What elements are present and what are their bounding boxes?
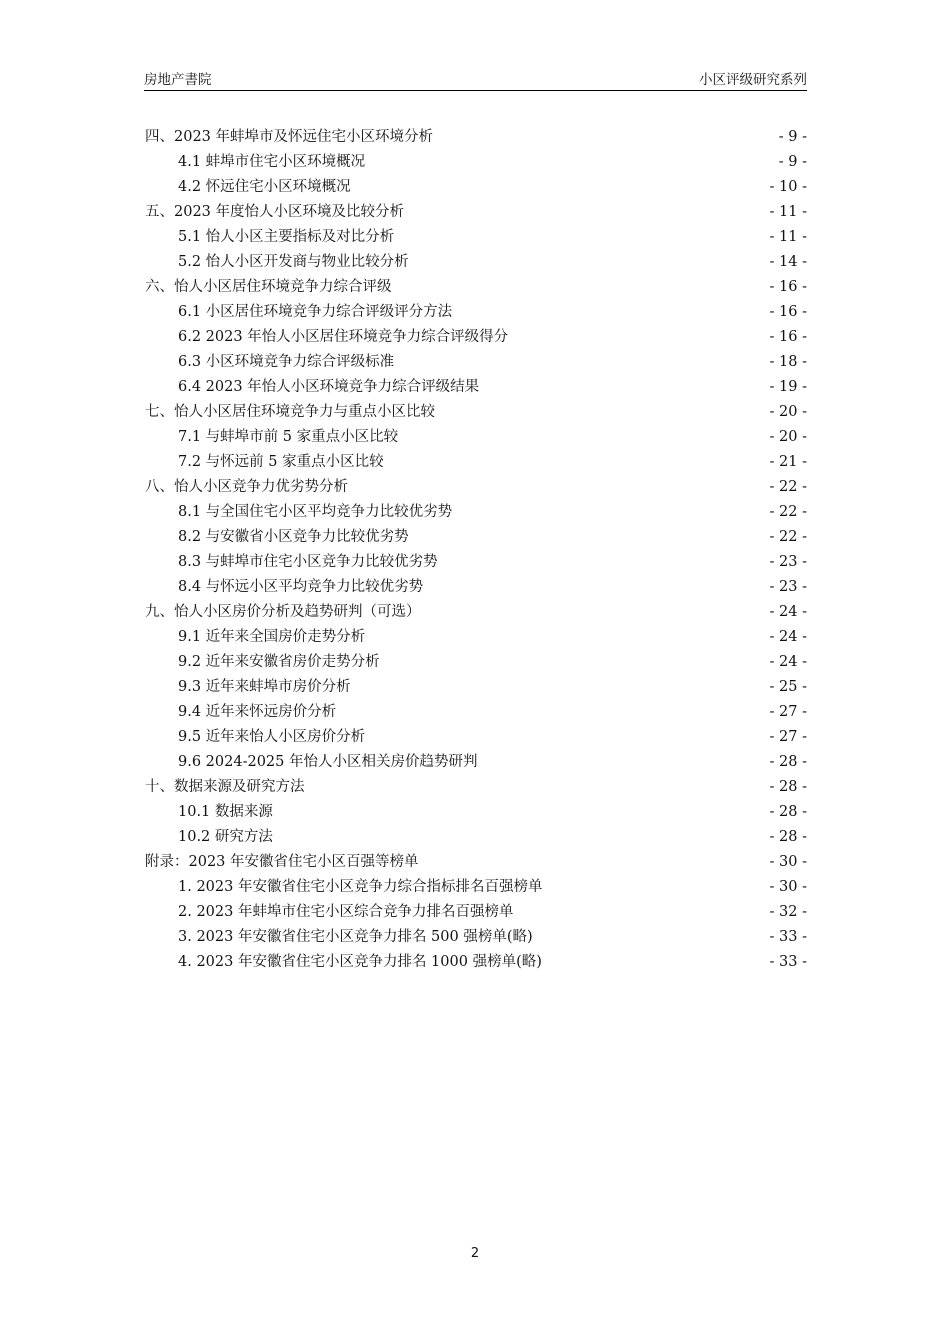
toc-entry-label: 8.2 与安徽省小区竞争力比较优劣势 xyxy=(178,529,409,545)
toc-entry[interactable] xyxy=(145,500,807,525)
toc-entry[interactable] xyxy=(145,125,807,150)
toc-entry[interactable] xyxy=(145,375,807,400)
toc-entry-label: 四、2023 年蚌埠市及怀远住宅小区环境分析 xyxy=(145,129,434,145)
toc-entry-label: 8.3 与蚌埠市住宅小区竞争力比较优劣势 xyxy=(178,554,438,570)
toc-entry-page: - 30 - xyxy=(769,854,807,870)
toc-entry[interactable] xyxy=(145,575,807,600)
toc-entry-page: - 32 - xyxy=(769,904,807,920)
toc-entry[interactable] xyxy=(145,750,807,775)
toc-entry[interactable] xyxy=(145,850,807,875)
toc-entry-page: - 16 - xyxy=(769,279,807,295)
toc-entry-page: - 11 - xyxy=(769,229,807,245)
toc-entry-label: 七、怡人小区居住环境竞争力与重点小区比较 xyxy=(145,404,435,420)
toc-entry[interactable] xyxy=(145,600,807,625)
toc-entry[interactable] xyxy=(145,700,807,725)
toc-entry-page: - 14 - xyxy=(769,254,807,270)
toc-entry[interactable] xyxy=(145,800,807,825)
toc-entry-page: - 24 - xyxy=(769,604,807,620)
toc-entry[interactable] xyxy=(145,400,807,425)
toc-entry[interactable] xyxy=(145,150,807,175)
toc-entry-page: - 28 - xyxy=(769,779,807,795)
toc-entry-page: - 25 - xyxy=(769,679,807,695)
toc-entry-page: - 22 - xyxy=(769,529,807,545)
toc-entry-label: 9.4 近年来怀远房价分析 xyxy=(178,704,337,720)
toc-entry-label: 附录：2023 年安徽省住宅小区百强等榜单 xyxy=(145,854,419,870)
toc-entry[interactable] xyxy=(145,325,807,350)
toc-entry-page: - 23 - xyxy=(769,579,807,595)
toc-entry-page: - 28 - xyxy=(769,804,807,820)
toc-entry[interactable] xyxy=(145,300,807,325)
toc-entry-page: - 9 - xyxy=(778,154,807,170)
toc-entry[interactable] xyxy=(145,175,807,200)
toc-entry-page: - 11 - xyxy=(769,204,807,220)
toc-entry-label: 5.1 怡人小区主要指标及对比分析 xyxy=(178,229,395,245)
toc-entry-page: - 16 - xyxy=(769,304,807,320)
toc-entry-page: - 20 - xyxy=(769,404,807,420)
toc-entry-label: 2. 2023 年蚌埠市住宅小区综合竞争力排名百强榜单 xyxy=(178,904,514,920)
toc-entry-label: 4. 2023 年安徽省住宅小区竞争力排名 1000 强榜单(略) xyxy=(178,954,542,970)
toc-entry[interactable] xyxy=(145,650,807,675)
header-right-title: 小区评级研究系列 xyxy=(699,72,807,88)
toc-entry[interactable] xyxy=(145,225,807,250)
toc-entry-page: - 33 - xyxy=(769,929,807,945)
toc-entry-page: - 27 - xyxy=(769,704,807,720)
toc-entry[interactable] xyxy=(145,725,807,750)
toc-entry-label: 3. 2023 年安徽省住宅小区竞争力排名 500 强榜单(略) xyxy=(178,929,533,945)
toc-entry[interactable] xyxy=(145,550,807,575)
toc-entry-label: 6.2 2023 年怡人小区居住环境竞争力综合评级得分 xyxy=(178,329,509,345)
page-number: 2 xyxy=(470,1246,480,1261)
toc-entry[interactable] xyxy=(145,250,807,275)
toc-entry-label: 6.4 2023 年怡人小区环境竞争力综合评级结果 xyxy=(178,379,480,395)
toc-entry[interactable] xyxy=(145,825,807,850)
toc-entry[interactable] xyxy=(145,200,807,225)
toc-entry-page: - 16 - xyxy=(769,329,807,345)
toc-entry-label: 8.4 与怀远小区平均竞争力比较优劣势 xyxy=(178,579,424,595)
toc-entry[interactable] xyxy=(145,675,807,700)
toc-entry-label: 6.3 小区环境竞争力综合评级标准 xyxy=(178,354,395,370)
toc-entry[interactable] xyxy=(145,925,807,950)
toc-entry-page: - 18 - xyxy=(769,354,807,370)
toc-entry-page: - 22 - xyxy=(769,504,807,520)
toc-entry-label: 9.6 2024-2025 年怡人小区相关房价趋势研判 xyxy=(178,754,478,770)
toc-entry[interactable] xyxy=(145,475,807,500)
toc-entry-label: 4.1 蚌埠市住宅小区环境概况 xyxy=(178,154,366,170)
toc-entry-label: 6.1 小区居住环境竞争力综合评级评分方法 xyxy=(178,304,453,320)
toc-entry[interactable] xyxy=(145,900,807,925)
toc-entry-page: - 28 - xyxy=(769,829,807,845)
toc-entry-page: - 20 - xyxy=(769,429,807,445)
toc-entry-page: - 10 - xyxy=(769,179,807,195)
header-left-title: 房地产書院 xyxy=(144,72,212,88)
toc-entry-page: - 33 - xyxy=(769,954,807,970)
toc-entry-label: 8.1 与全国住宅小区平均竞争力比较优劣势 xyxy=(178,504,453,520)
table-of-contents xyxy=(145,125,807,975)
toc-entry[interactable] xyxy=(145,775,807,800)
toc-entry[interactable] xyxy=(145,950,807,975)
toc-entry[interactable] xyxy=(145,625,807,650)
toc-entry[interactable] xyxy=(145,875,807,900)
toc-entry[interactable] xyxy=(145,450,807,475)
toc-entry[interactable] xyxy=(145,350,807,375)
toc-entry-label: 9.1 近年来全国房价走势分析 xyxy=(178,629,366,645)
toc-entry-label: 10.2 研究方法 xyxy=(178,829,273,845)
toc-entry-label: 十、数据来源及研究方法 xyxy=(145,779,305,795)
toc-entry-page: - 27 - xyxy=(769,729,807,745)
toc-entry[interactable] xyxy=(145,275,807,300)
toc-entry-label: 六、怡人小区居住环境竞争力综合评级 xyxy=(145,279,392,295)
toc-entry-label: 9.2 近年来安徽省房价走势分析 xyxy=(178,654,380,670)
toc-entry-label: 4.2 怀远住宅小区环境概况 xyxy=(178,179,351,195)
toc-entry-page: - 22 - xyxy=(769,479,807,495)
toc-entry-label: 1. 2023 年安徽省住宅小区竞争力综合指标排名百强榜单 xyxy=(178,879,543,895)
toc-entry-label: 7.2 与怀远前 5 家重点小区比较 xyxy=(178,454,384,470)
toc-entry-label: 五、2023 年度怡人小区环境及比较分析 xyxy=(145,204,405,220)
toc-entry-page: - 21 - xyxy=(769,454,807,470)
toc-entry-page: - 30 - xyxy=(769,879,807,895)
toc-entry-label: 九、怡人小区房价分析及趋势研判（可选） xyxy=(145,604,421,620)
toc-entry-label: 八、怡人小区竞争力优劣势分析 xyxy=(145,479,348,495)
toc-entry-label: 5.2 怡人小区开发商与物业比较分析 xyxy=(178,254,409,270)
toc-entry-page: - 24 - xyxy=(769,629,807,645)
toc-entry-page: - 19 - xyxy=(769,379,807,395)
toc-entry-label: 10.1 数据来源 xyxy=(178,804,273,820)
toc-entry-label: 7.1 与蚌埠市前 5 家重点小区比较 xyxy=(178,429,399,445)
toc-entry-page: - 24 - xyxy=(769,654,807,670)
toc-entry[interactable] xyxy=(145,425,807,450)
page-header xyxy=(144,66,807,91)
toc-entry-page: - 28 - xyxy=(769,754,807,770)
toc-entry-page: - 23 - xyxy=(769,554,807,570)
toc-entry-page: - 9 - xyxy=(778,129,807,145)
toc-entry[interactable] xyxy=(145,525,807,550)
toc-entry-label: 9.5 近年来怡人小区房价分析 xyxy=(178,729,366,745)
toc-entry-label: 9.3 近年来蚌埠市房价分析 xyxy=(178,679,351,695)
